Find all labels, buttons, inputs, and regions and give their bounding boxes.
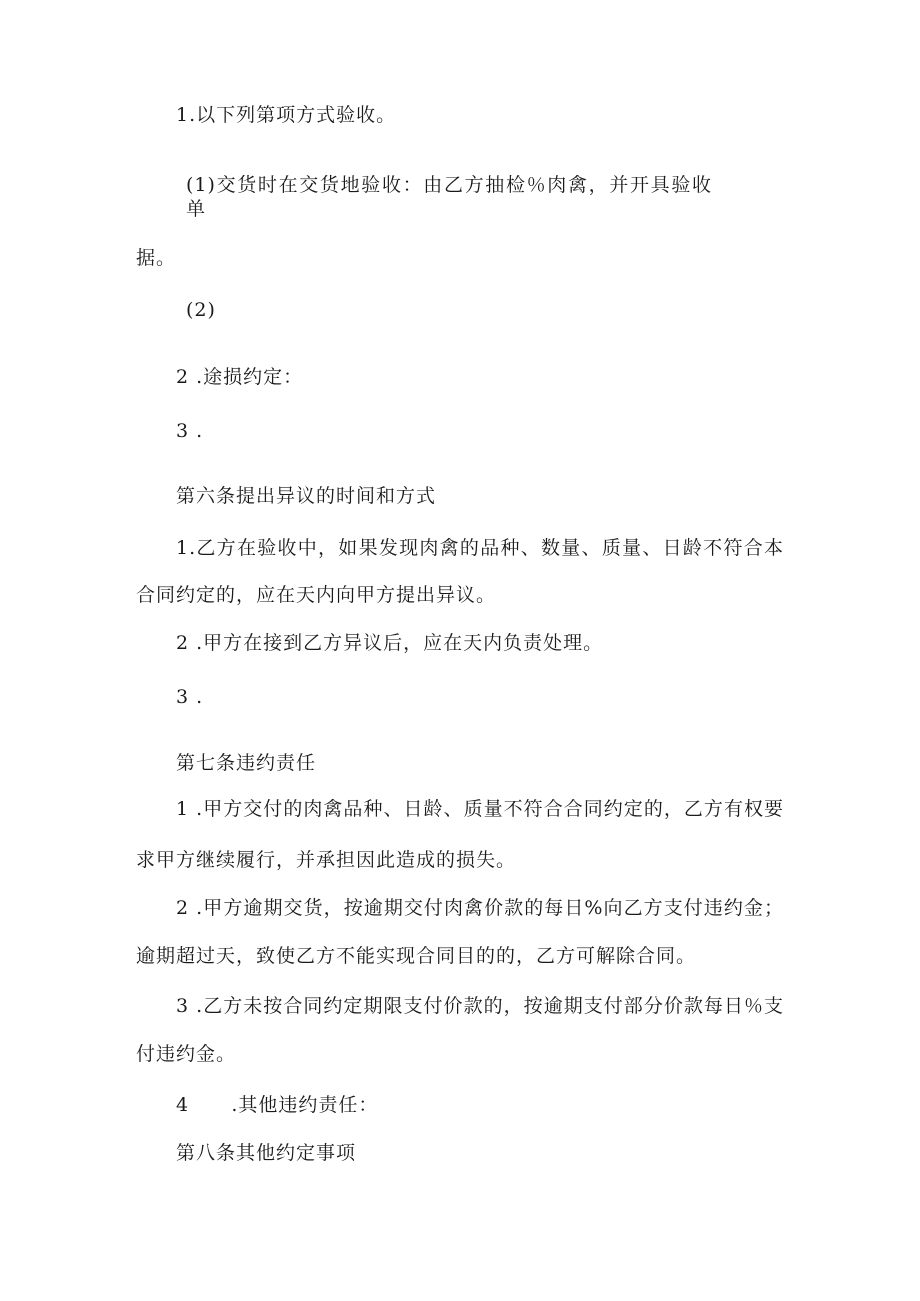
text-line: 求甲方继续履行，并承担因此造成的损失。	[136, 849, 517, 871]
text-line: 4 .其他违约责任：	[176, 1094, 379, 1116]
text-line: 2 .途损约定：	[176, 366, 304, 388]
text-line: (1)交货时在交货地验收：由乙方抽检％肉禽，并开具验收单	[186, 174, 712, 220]
text-line: (2)	[186, 299, 216, 321]
text-line: 2 .甲方逾期交货，按逾期交付肉禽价款的每日%向乙方支付违约金；	[176, 897, 784, 919]
text-line: 付违约金。	[136, 1043, 237, 1065]
section-heading: 第六条提出异议的时间和方式	[176, 485, 437, 507]
text-line: 合同约定的，应在天内向甲方提出异议。	[136, 584, 497, 606]
text-line: 据。	[136, 247, 177, 269]
text-line: 1.以下列第项方式验收。	[176, 104, 397, 126]
text-line: 3 .	[176, 420, 204, 442]
section-heading: 第八条其他约定事项	[176, 1142, 357, 1164]
section-heading: 第七条违约责任	[176, 752, 317, 774]
text-line: 3 .乙方未按合同约定期限支付价款的，按逾期支付部分价款每日％支	[176, 995, 784, 1017]
text-line: 2 .甲方在接到乙方异议后，应在天内负责处理。	[176, 632, 604, 654]
text-line: 逾期超过天，致使乙方不能实现合同目的的，乙方可解除合同。	[136, 945, 697, 967]
text-line: 1.乙方在验收中，如果发现肉禽的品种、数量、质量、日龄不符合本	[176, 537, 784, 559]
text-line: 3 .	[176, 686, 204, 708]
text-line: 1 .甲方交付的肉禽品种、日龄、质量不符合合同约定的，乙方有权要	[176, 798, 784, 820]
